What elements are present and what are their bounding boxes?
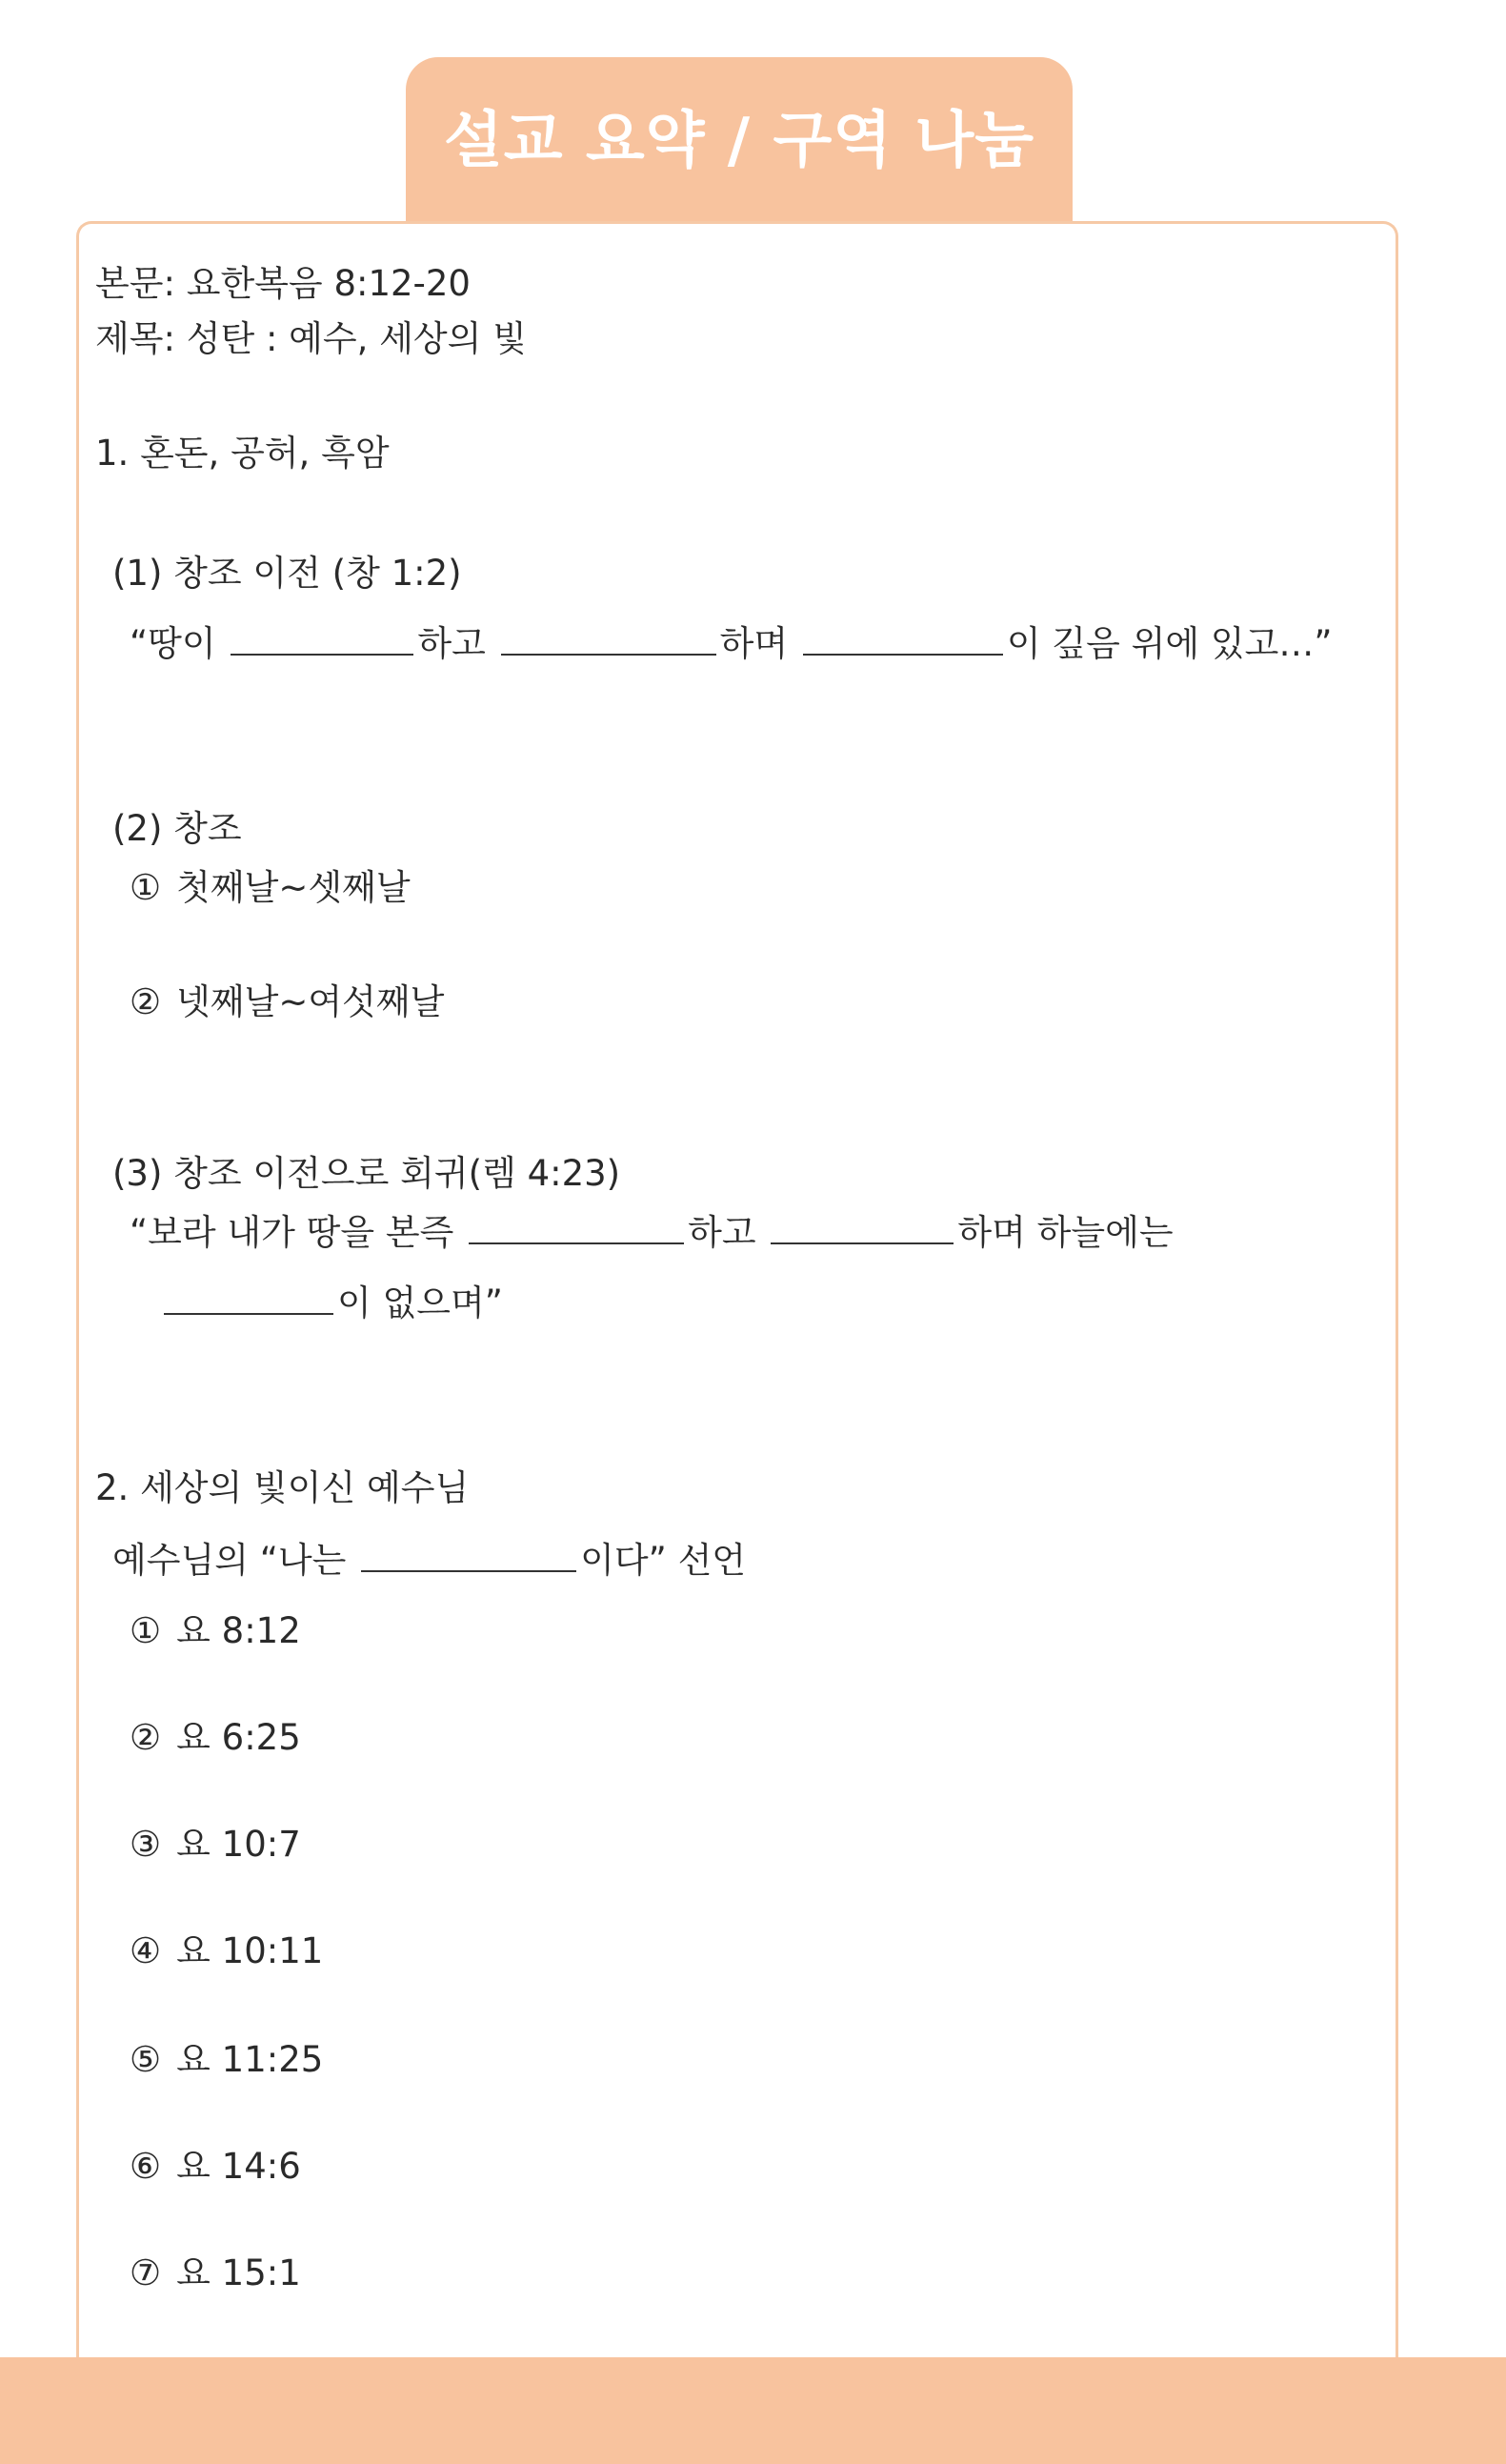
item-text: 첫째날~셋째날 (176, 867, 411, 908)
ref-number: ③ (130, 1824, 162, 1865)
footer-bar (0, 2357, 1506, 2464)
ref-item (130, 1824, 301, 1866)
fill-blank[interactable] (771, 1214, 954, 1244)
ref-text: 요 6:25 (176, 1717, 301, 1758)
sub3-heading: (3) 창조 이전으로 회귀(렘 4:23) (112, 1153, 621, 1194)
section2-heading: 2. 세상의 빛이신 예수님 (95, 1467, 470, 1508)
sub3-part3: 이 없으며” (337, 1282, 503, 1323)
sub1-part1: 하고 (417, 623, 486, 664)
ref-number: ⑦ (130, 2252, 162, 2293)
fill-blank[interactable] (231, 625, 413, 656)
ref-item (130, 2039, 323, 2081)
page-title: 설교 요약 / 구역 나눔 (443, 106, 1035, 176)
ref-item (130, 1717, 301, 1759)
list-item (130, 867, 411, 909)
ref-number: ④ (130, 1930, 162, 1971)
subject-line: 제목: 성탄 : 예수, 세상의 빛 (95, 318, 527, 359)
sub1-heading: (1) 창조 이전 (창 1:2) (112, 553, 462, 594)
ref-item (130, 2252, 301, 2294)
sub3-quote-open: “보라 내가 땅을 본즉 (130, 1212, 454, 1253)
sub2-heading: (2) 창조 (112, 808, 242, 849)
sub3-quote-cont (164, 1282, 503, 1324)
ref-item (130, 1930, 323, 1972)
item-number: ① (130, 867, 162, 908)
ref-number: ⑤ (130, 2039, 162, 2080)
scripture-line: 본문: 요한복음 8:12-20 (95, 263, 471, 304)
fill-blank[interactable] (361, 1542, 576, 1572)
ref-text: 요 8:12 (176, 1610, 301, 1651)
fill-blank[interactable] (469, 1214, 684, 1244)
declaration-line (112, 1540, 746, 1582)
sub1-part3: 이 깊음 위에 있고…” (1006, 623, 1333, 664)
ref-number: ① (130, 1610, 162, 1651)
declaration-close: 이다” 선언 (580, 1540, 747, 1581)
sub3-quote (130, 1212, 1174, 1254)
ref-text: 요 15:1 (176, 2252, 301, 2293)
ref-text: 요 10:11 (176, 1930, 324, 1971)
declaration-open: 예수님의 “나는 (112, 1540, 347, 1581)
ref-item (130, 1610, 301, 1652)
sub3-part2: 하며 하늘에는 (957, 1212, 1174, 1253)
sub1-quote-open: “땅이 (130, 623, 216, 664)
sub1-part2: 하며 (719, 623, 789, 664)
ref-text: 요 14:6 (176, 2146, 301, 2187)
list-item (130, 981, 444, 1023)
sub3-part1: 하고 (688, 1212, 756, 1253)
item-number: ② (130, 981, 162, 1022)
ref-number: ② (130, 1717, 162, 1758)
ref-text: 요 11:25 (176, 2039, 324, 2080)
item-text: 넷째날~여섯째날 (176, 981, 445, 1022)
title-tab (406, 57, 1073, 223)
fill-blank[interactable] (501, 625, 716, 656)
fill-blank[interactable] (803, 625, 1003, 656)
section1-heading: 1. 혼돈, 공허, 흑암 (95, 433, 390, 474)
ref-item (130, 2146, 301, 2188)
ref-text: 요 10:7 (176, 1824, 301, 1865)
ref-number: ⑥ (130, 2146, 162, 2187)
sub1-quote (130, 623, 1333, 665)
fill-blank[interactable] (164, 1284, 333, 1315)
